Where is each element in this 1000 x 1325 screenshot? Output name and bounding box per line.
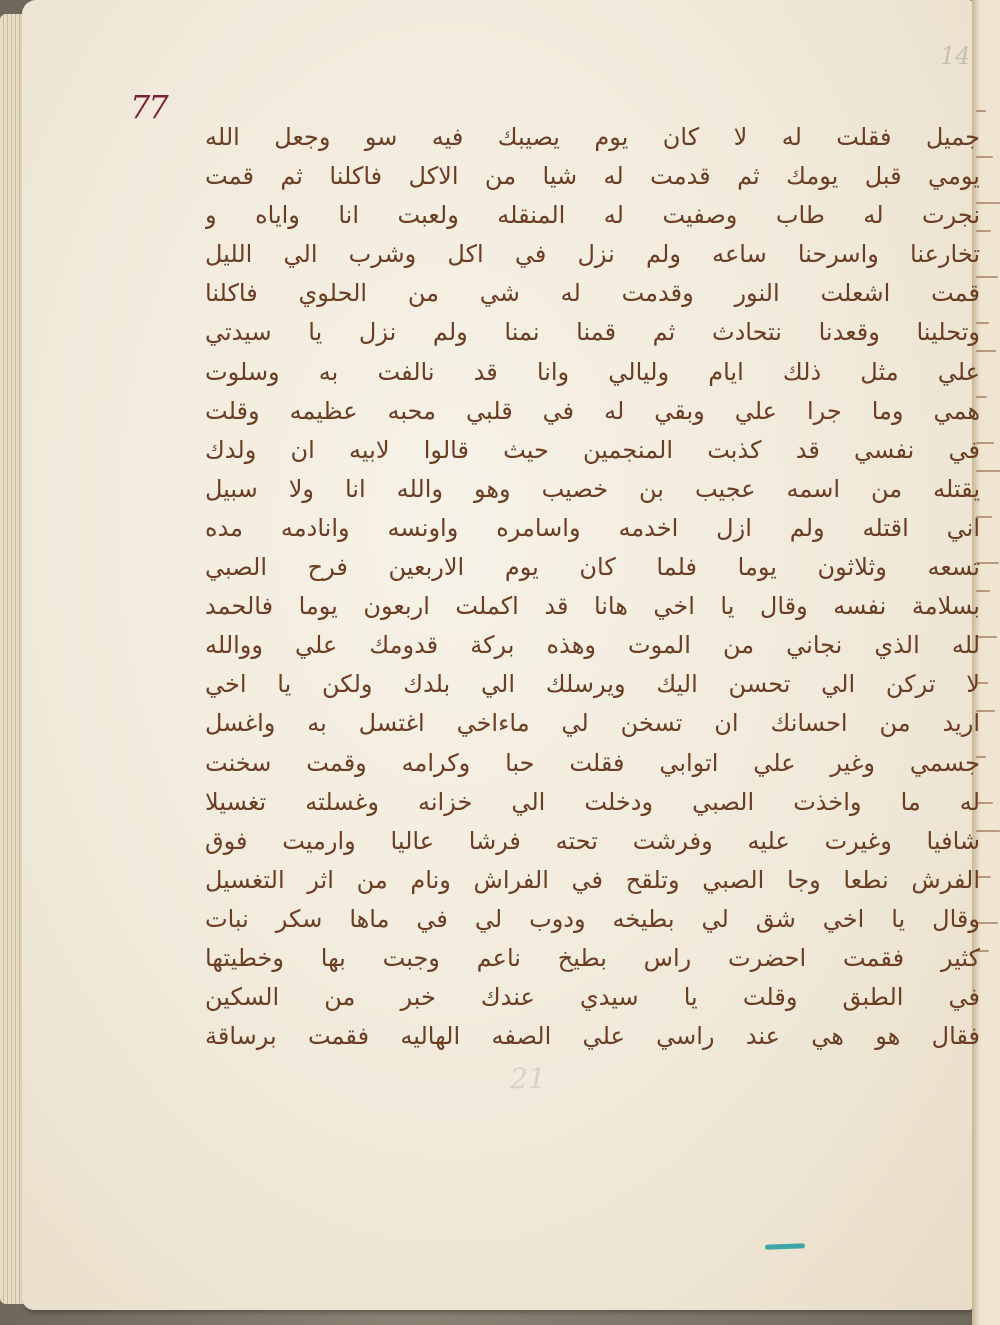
text-line: وتحلينا وقعدنا نتحادث ثم قمنا نمنا ولم نزل يا سيدتي	[205, 318, 980, 347]
text-line: همي وما جرا علي وبقي له في قلبي محبه عظيمه وقلت	[205, 396, 980, 425]
text-line: الفرش نطعا وجا الصبي وتلقح في الفراش ونام من اثر التغسيل	[205, 865, 980, 894]
text-line: قمت اشعلت النور وقدمت له شي من الحلوي فاكلنا	[205, 279, 980, 308]
text-line: نجرت له طاب وصفيت له المنقله ولعبت انا واياه و	[205, 201, 980, 230]
text-line: علي مثل ذلك ايام وليالي وانا قد نالفت به وسلوت	[205, 357, 980, 386]
text-line: لله الذي نجاني من الموت وهذه بركة قدومك علي ووالله	[205, 631, 980, 660]
text-line: اريد من احسانك ان تسخن لي ماءاخي اغتسل به واغسل	[205, 709, 980, 738]
text-line: يومي قبل يومك ثم قدمت له شيا من الاكل فاكلنا ثم قمت	[205, 162, 980, 191]
folio-number: 14	[940, 42, 971, 70]
text-line: يقتله من اسمه عجيب بن خصيب وهو والله انا ولا سبيل	[205, 474, 980, 503]
quire-mark: 21	[510, 1062, 546, 1095]
text-line: وقال يا اخي شق لي بطيخه ودوب لي في ماها سكر نبات	[205, 904, 980, 933]
text-line: اني اقتله ولم ازل اخدمه واسامره واونسه وانادمه مده	[205, 513, 980, 542]
next-leaf-ink-fragment	[976, 110, 986, 112]
text-block	[205, 118, 980, 1068]
text-line: تسعه وثلاثون يوما فلما كان يوم الاربعين فرح الصبي	[205, 553, 980, 582]
text-line: في نفسي قد كذبت المنجمين حيث قالوا لابيه ان ولدك	[205, 435, 980, 464]
text-line: جميل فقلت له لا كان يوم يصيبك فيه سو وجعل الله	[205, 123, 980, 151]
text-line: جسمي وغير علي اتوابي فقلت حبا وكرامه وقمت سخنت	[205, 748, 980, 777]
text-line: فقال هو هي عند راسي علي الصفه الهاليه فقمت برساقة	[205, 1022, 980, 1051]
text-line: له ما واخذت الصبي ودخلت الي خزانه وغسلته تغسيلا	[205, 787, 980, 816]
page-number: 77	[130, 88, 167, 126]
text-line: بسلامة نفسه وقال يا اخي هانا قد اكملت اربعون يوما فالحمد	[205, 592, 980, 621]
text-line: شافيا وغيرت عليه وفرشت تحته فرشا عاليا وارميت فوق	[205, 826, 980, 855]
text-line: كثير فقمت احضرت راس بطيخ ناعم وجبت بها وخطيتها	[205, 943, 980, 972]
text-line: في الطبق وقلت يا سيدي عندك خبر من السكين	[205, 983, 980, 1012]
text-line: لا تركن الي تحسن اليك ويرسلك الي بلدك ولكن يا اخي	[205, 670, 980, 699]
text-line: تخارعنا واسرحنا ساعه ولم نزل في اكل وشرب الي الليل	[205, 240, 980, 269]
